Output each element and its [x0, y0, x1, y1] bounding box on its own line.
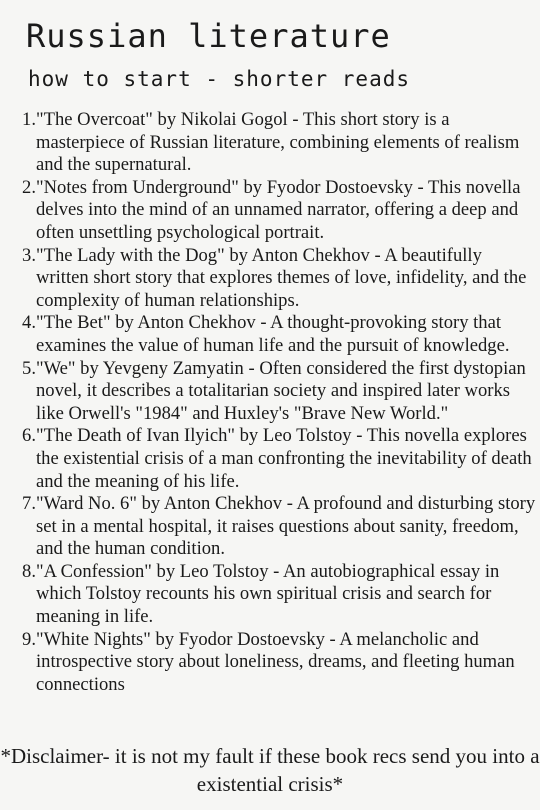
- list-item-number: 1.: [22, 109, 36, 130]
- list-item-text: "Notes from Underground" by Fyodor Dostoevsky - This novella delves into the mind of an unnamed narrator, offering a deep and often unsettling psychological portrait.: [36, 176, 521, 243]
- list-item-number: 3.: [22, 244, 36, 266]
- list-item-text: "We" by Yevgeny Zamyatin - Often considered the first dystopian novel, it describes a totalitarian society and inspired later works like Orwell's "1984" and Huxley's "Brave New World.": [36, 357, 526, 424]
- list-item-text: "White Nights" by Fyodor Dostoevsky - A melancholic and introspective story about loneliness, dreams, and fleeting human connections: [36, 628, 515, 695]
- disclaimer-text: *Disclaimer- it is not my fault if these book recs send you into a existential crisis*: [0, 744, 540, 796]
- list-item: [10, 425, 538, 493]
- list-item: [10, 561, 538, 629]
- list-item-text: "The Bet" by Anton Chekhov - A thought-provoking story that examines the value of human life and the pursuit of knowledge.: [36, 312, 510, 356]
- list-item-text: "Ward No. 6" by Anton Chekhov - A profound and disturbing story set in a mental hospital, it raises questions about sanity, freedom, and the human condition.: [36, 493, 536, 560]
- list-item-number: 6.: [22, 425, 36, 447]
- list-item-text: "The Lady with the Dog" by Anton Chekhov - A beautifully written short story that explores themes of love, infidelity, and the complexity of human relationships.: [36, 244, 527, 311]
- list-item-number: 5.: [22, 357, 36, 379]
- list-item: [10, 312, 538, 357]
- page-subtitle: how to start - shorter reads: [28, 67, 411, 91]
- list-item-text: "A Confession" by Leo Tolstoy - An autobiographical essay in which Tolstoy recounts his own spiritual crisis and search for meaning in life.: [36, 560, 500, 628]
- book-list: [10, 109, 538, 696]
- list-item: [10, 177, 538, 245]
- list-item: [10, 629, 538, 697]
- list-item: [10, 245, 538, 313]
- list-item-number: 7.: [22, 493, 36, 515]
- list-item-text: "The Death of Ivan Ilyich" by Leo Tolstoy - This novella explores the existential crisis of a man confronting the inevitability of death and the meaning of his life.: [36, 425, 532, 492]
- list-item-text: "The Overcoat" by Nikolai Gogol - This short story is a masterpiece of Russian literature, combining elements of realism and the supernatural.: [36, 109, 520, 176]
- list-item: [10, 493, 538, 561]
- list-item-number: 4.: [22, 312, 36, 334]
- list-item-number: 2.: [22, 176, 36, 198]
- list-item-number: 9.: [22, 628, 36, 650]
- list-item: [10, 109, 538, 177]
- list-item-number: 8.: [22, 560, 36, 582]
- list-item: [10, 358, 538, 426]
- page-title: Russian literature: [26, 17, 391, 55]
